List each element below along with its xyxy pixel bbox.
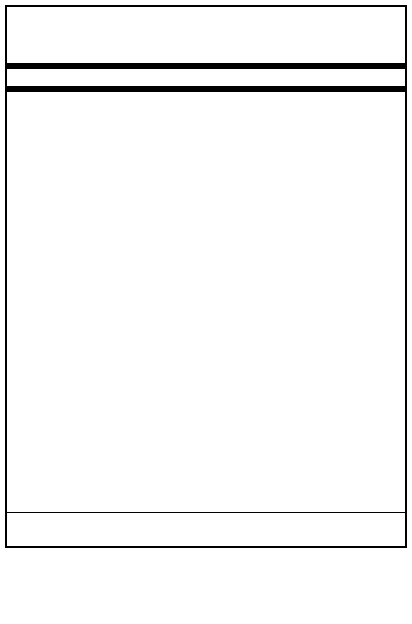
supplement-facts-panel [5, 5, 407, 548]
thick-divider [7, 86, 405, 92]
thick-divider [7, 63, 405, 69]
divider [7, 512, 405, 513]
